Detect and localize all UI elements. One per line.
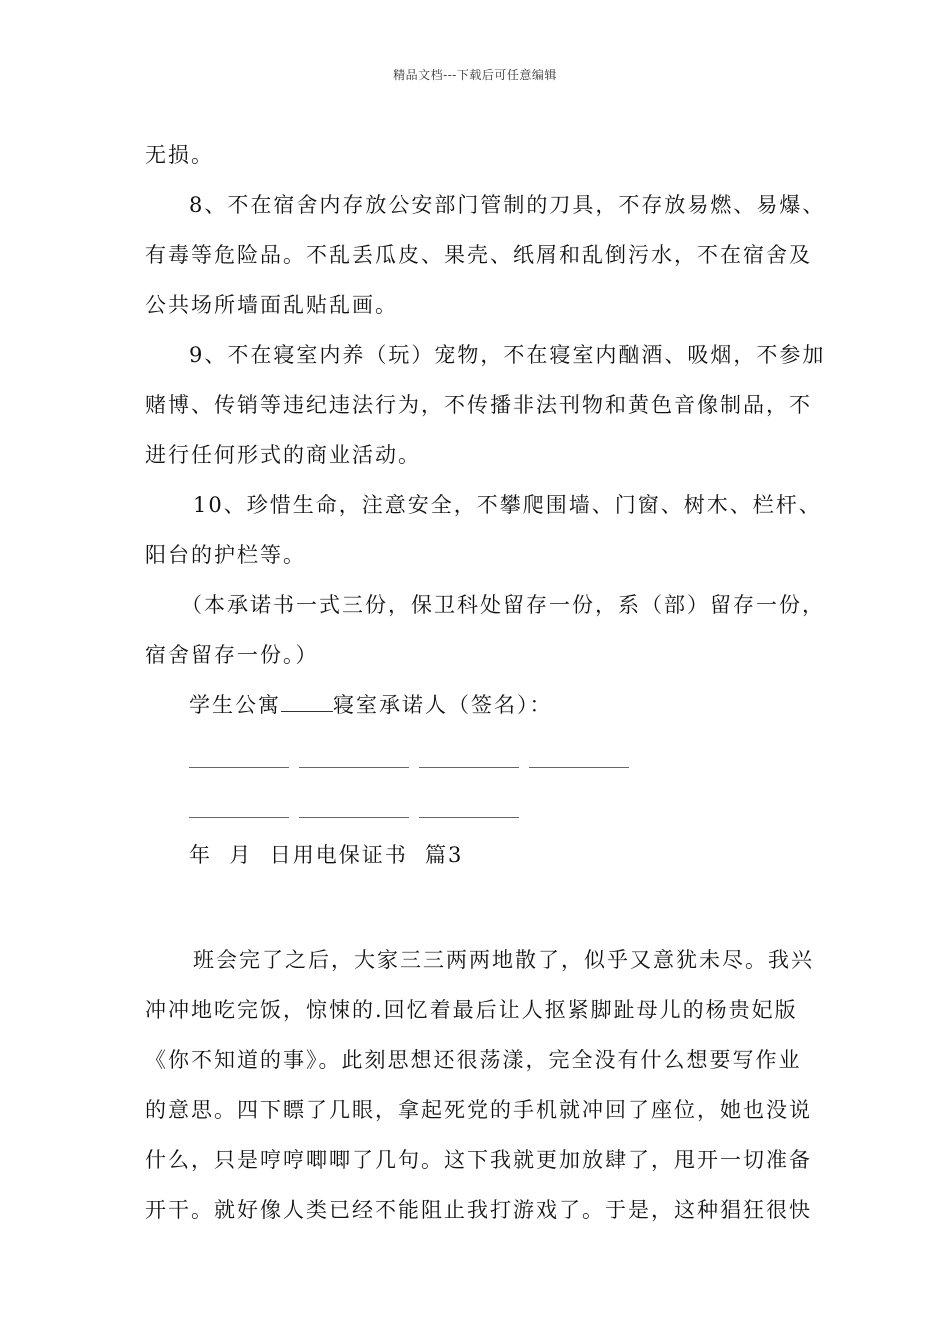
- rule-8-line-1: 8、不在宿舍内存放公安部门管制的刀具，不存放易燃、易爆、: [189, 193, 826, 217]
- signature-blank[interactable]: [529, 745, 629, 768]
- signature-blank[interactable]: [419, 795, 519, 818]
- signature-blanks-row-1: [145, 730, 810, 780]
- note-line-1: （本承诺书一式三份，保卫科处留存一份，系（部）留存一份，: [181, 593, 825, 617]
- dorm-number-blank[interactable]: [281, 693, 333, 712]
- rule-10-line-2: 阳台的护栏等。: [145, 543, 306, 567]
- story-line-3: 《你不知道的事》。此刻思想还很荡漾，完全没有什么想要写作业: [145, 1048, 802, 1072]
- rule-8-line-2: 有毒等危险品。不乱丢瓜皮、果壳、纸屑和乱倒污水，不在宿舍及: [145, 243, 812, 267]
- document-body: [145, 130, 826, 1235]
- signature-blank[interactable]: [189, 745, 289, 768]
- story-line-2: 冲冲地吃完饭，惊悚的.回忆着最后让人抠紧脚趾母儿的杨贵妃版: [145, 998, 798, 1022]
- signature-blank[interactable]: [189, 795, 289, 818]
- story-line-1: 班会完了之后，大家三三两两地散了，似乎又意犹未尽。我兴: [193, 948, 814, 972]
- signature-blank[interactable]: [299, 795, 409, 818]
- spacer: [145, 880, 810, 935]
- story-line-6: 开干。就好像人类已经不能阻止我打游戏了。于是，这种猖狂很快: [145, 1198, 812, 1222]
- story-line-5: 什么，只是哼哼唧唧了几句。这下我就更加放肆了，甩开一切准备: [145, 1148, 812, 1172]
- rule-9-line-3: 进行任何形式的商业活动。: [145, 443, 421, 467]
- rule-9-line-1: 9、不在寝室内养（玩）宠物，不在寝室内酗酒、吸烟，不参加: [189, 343, 826, 367]
- rule-10-line-1: 10、珍惜生命，注意安全，不攀爬围墙、门窗、树木、栏杆、: [193, 493, 822, 517]
- signature-suffix: 寝室承诺人（签名）：: [333, 693, 553, 717]
- signature-blank[interactable]: [299, 745, 409, 768]
- note-line-2: 宿舍留存一份。）: [145, 643, 319, 667]
- date-title-line: 年 月 日用电保证书 篇3: [189, 843, 464, 867]
- story-line-4: 的意思。四下瞟了几眼，拿起死党的手机就冲回了座位，她也没说: [145, 1098, 812, 1122]
- page-header: 精品文档---下载后可任意编辑: [393, 68, 557, 82]
- signature-blank[interactable]: [419, 745, 519, 768]
- rule-8-line-3: 公共场所墙面乱贴乱画。: [145, 293, 398, 317]
- paragraph-line: 无损。: [145, 143, 214, 167]
- signature-line: [145, 680, 810, 730]
- signature-blanks-row-2: [145, 780, 810, 830]
- rule-9-line-2: 赌博、传销等违纪违法行为，不传播非法刊物和黄色音像制品，不: [145, 393, 812, 417]
- signature-prefix: 学生公寓: [189, 693, 281, 717]
